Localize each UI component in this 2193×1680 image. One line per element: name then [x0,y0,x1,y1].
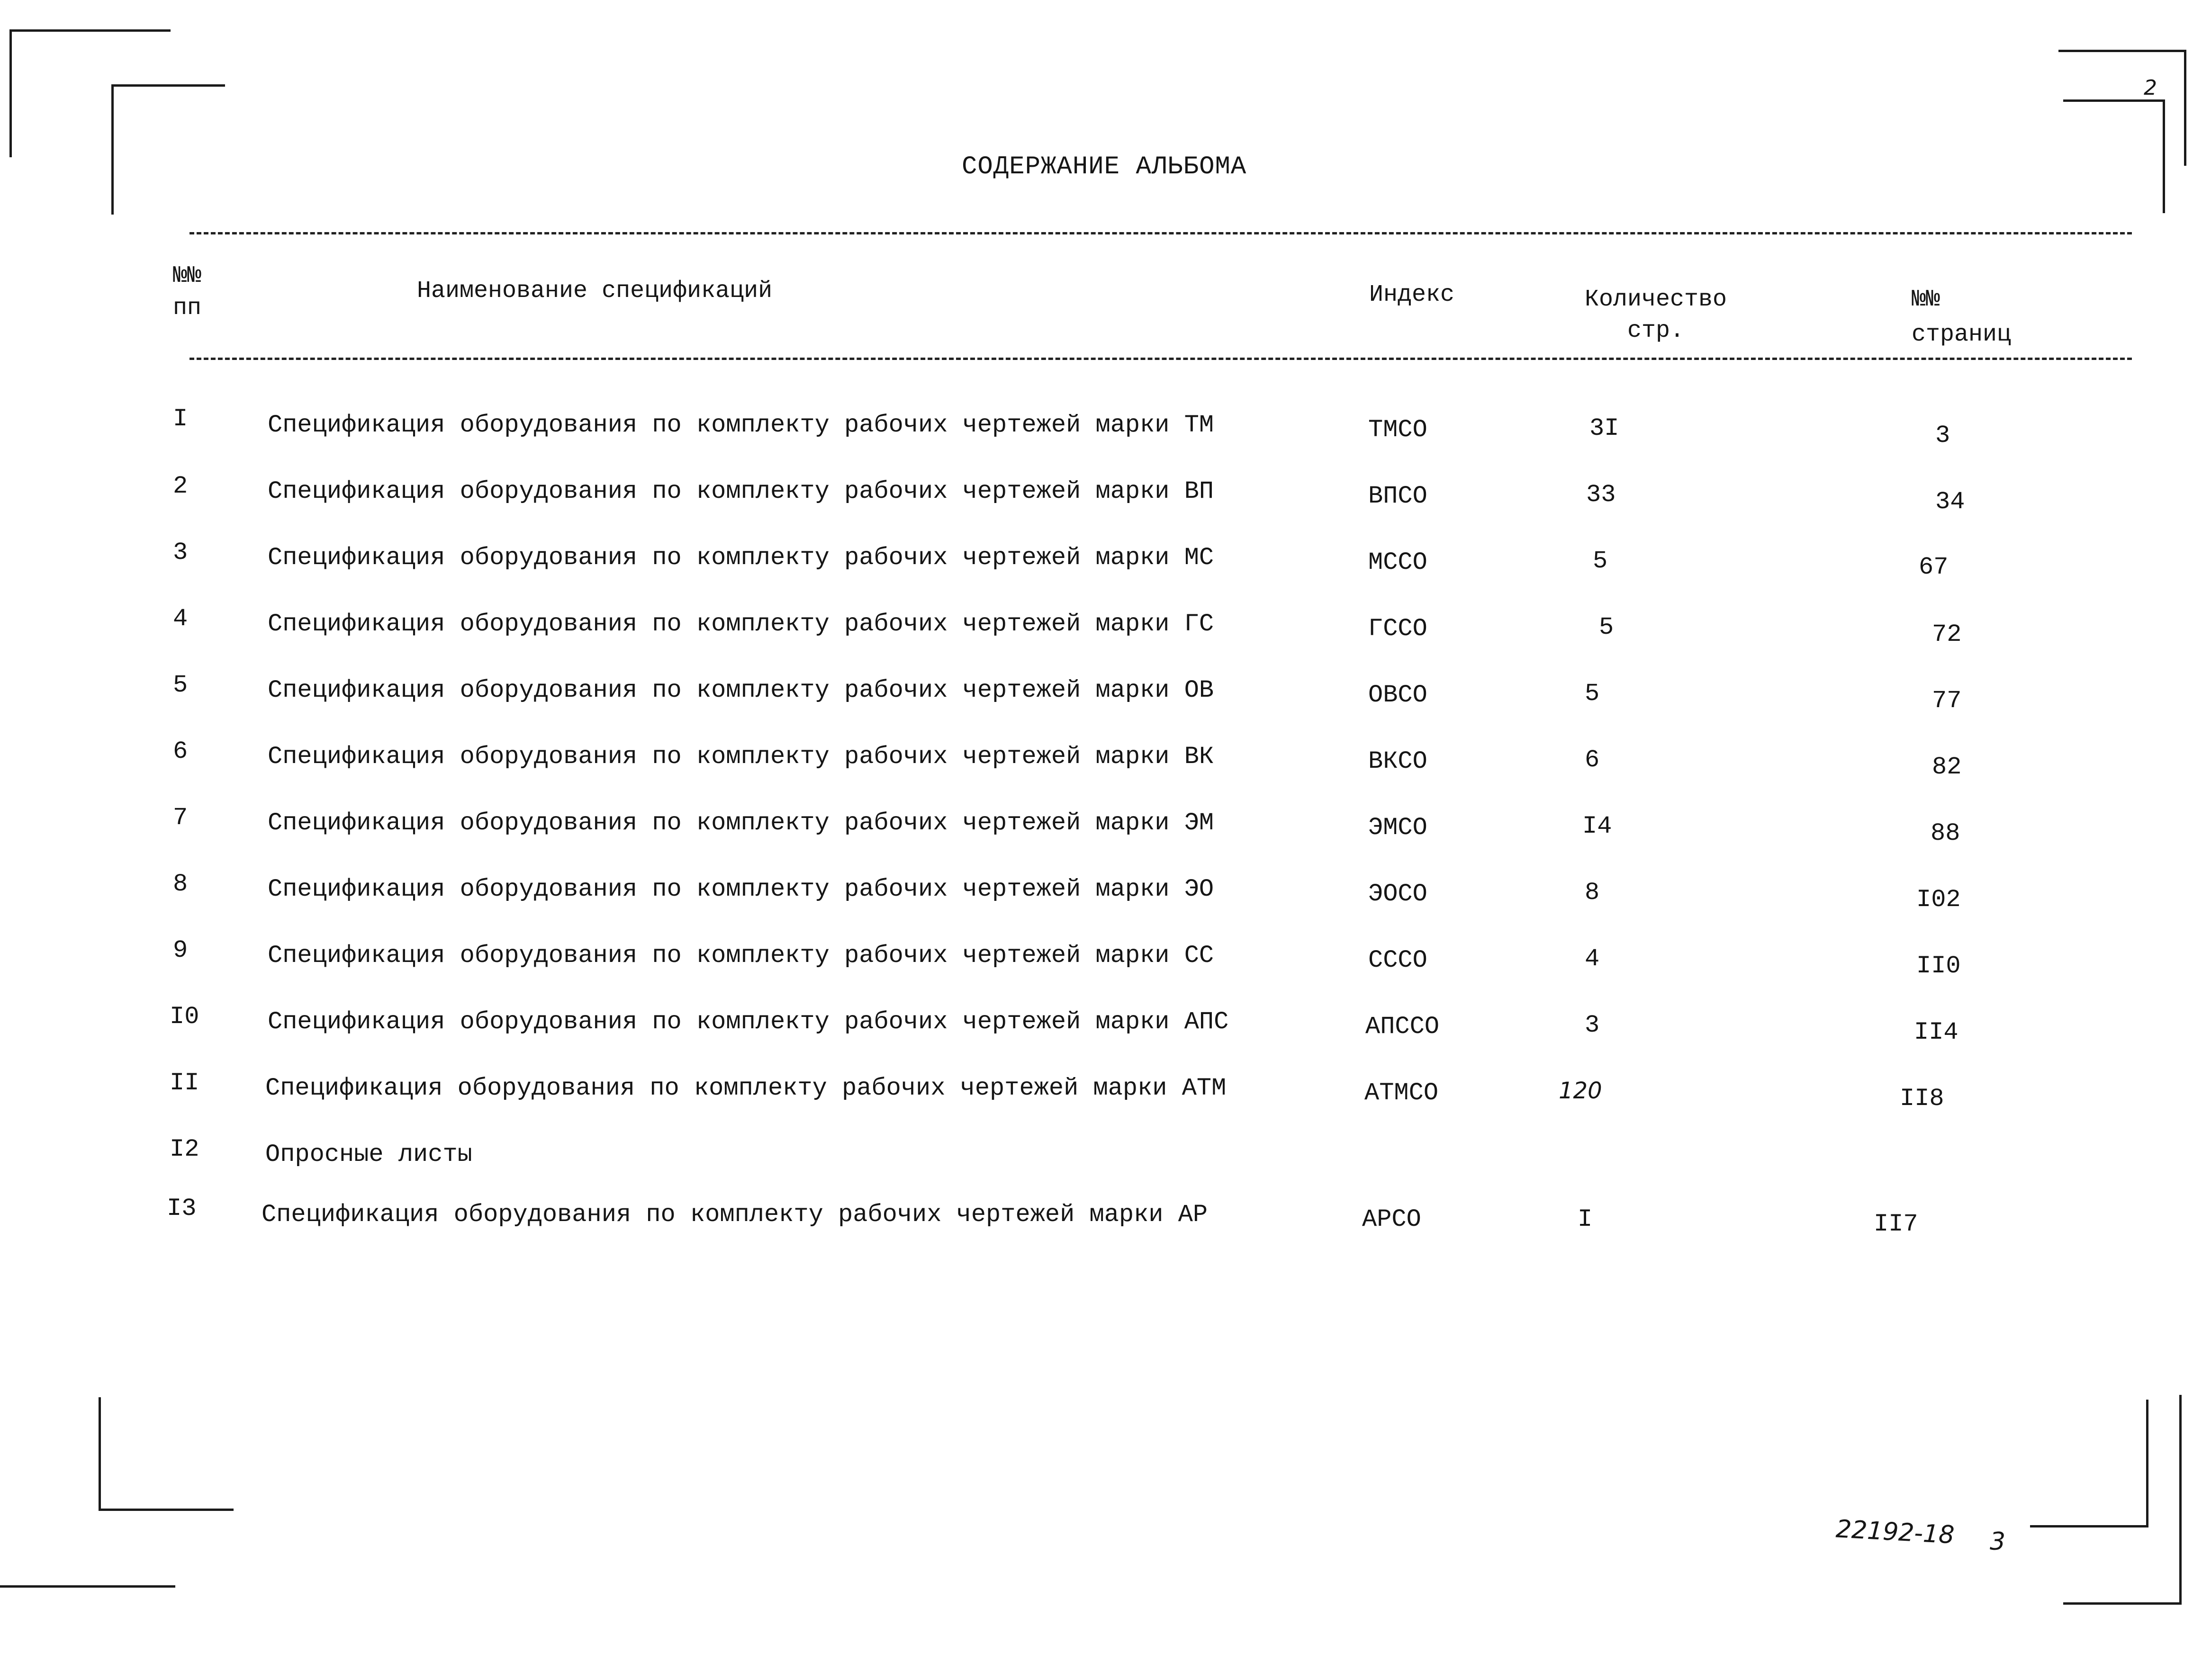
row-page: 34 [1935,488,1965,516]
footer-sheet: 3 [1990,1527,2006,1556]
header-name: Наименование спецификаций [417,278,773,305]
row-name: Спецификация оборудования по комплекту рабочих чертежей марки МС [268,544,1214,572]
row-qty: I4 [1582,812,1612,840]
page-title: СОДЕРЖАНИЕ АЛЬБОМА [962,153,1247,181]
row-num: 4 [173,605,188,633]
row-name: Спецификация оборудования по комплекту рабочих чертежей марки ОВ [268,676,1214,704]
row-name: Спецификация оборудования по комплекту рабочих чертежей марки АПС [268,1008,1229,1036]
row-name: Спецификация оборудования по комплекту рабочих чертежей марки ЭМ [268,809,1214,837]
row-page: 67 [1919,553,1949,581]
row-index: ВКСО [1368,747,1427,775]
row-page: 82 [1932,753,1962,781]
row-name: Спецификация оборудования по комплекту рабочих чертежей марки АР [262,1201,1208,1229]
row-qty: 33 [1586,481,1616,509]
row-page: 3 [1935,422,1950,449]
row-page: II8 [1900,1085,1944,1113]
row-num: 2 [173,472,188,500]
row-index: ЭОСО [1368,880,1427,908]
row-name: Спецификация оборудования по комплекту рабочих чертежей марки ТМ [268,411,1214,439]
row-qty: 120 [1559,1078,1602,1104]
row-index: ОВСО [1368,681,1427,709]
row-num: I3 [167,1195,197,1222]
row-index: МССО [1368,548,1427,576]
row-name: Спецификация оборудования по комплекту рабочих чертежей марки ЭО [268,875,1214,903]
row-qty: 4 [1585,945,1600,973]
row-num: II [170,1069,199,1097]
row-num: 3 [173,539,188,566]
header-bottom-divider [190,358,2132,360]
row-num: I0 [170,1003,199,1031]
row-qty: 5 [1593,547,1608,575]
row-page: II4 [1914,1018,1958,1046]
row-name: Спецификация оборудования по комплекту рабочих чертежей марки СС [268,942,1214,970]
row-num: I2 [170,1135,199,1163]
row-qty: 5 [1599,613,1614,641]
row-num: 7 [173,804,188,832]
row-qty: 3I [1589,414,1619,442]
row-page: 77 [1932,687,1962,715]
row-index: АТМСО [1364,1079,1439,1107]
row-index: АРСО [1362,1205,1421,1233]
row-index: ЭМСО [1368,814,1427,842]
row-name: Опросные листы [265,1141,472,1168]
row-index: ГССО [1368,615,1427,643]
page-number: 2 [2144,76,2157,100]
row-index: ВПСО [1368,482,1427,510]
row-num: 8 [173,870,188,898]
row-page: 88 [1931,819,1960,847]
header-qty: Количество стр. [1585,286,1727,344]
row-name: Спецификация оборудования по комплекту рабочих чертежей марки ВП [268,477,1214,505]
header-index: Индекс [1369,281,1455,308]
header-pages: №№ страниц [1912,286,2012,348]
row-page: I02 [1916,886,1961,914]
row-qty: I [1578,1205,1593,1233]
row-index: ТМСО [1368,416,1427,444]
row-name: Спецификация оборудования по комплекту рабочих чертежей марки ГС [268,610,1214,638]
row-index: АПССО [1365,1013,1440,1041]
row-index: СССО [1368,946,1427,974]
row-num: 6 [173,737,188,765]
row-num: I [173,405,188,433]
row-name: Спецификация оборудования по комплекту рабочих чертежей марки АТМ [265,1074,1227,1102]
row-qty: 5 [1585,680,1600,708]
row-num: 9 [173,936,188,964]
row-qty: 3 [1585,1011,1600,1039]
header-num: №№ пп [173,262,202,322]
row-qty: 6 [1585,746,1600,774]
row-name: Спецификация оборудования по комплекту рабочих чертежей марки ВК [268,743,1214,771]
header-top-divider [190,232,2132,234]
row-page: II0 [1916,952,1961,980]
row-page: 72 [1932,620,1962,648]
footer-code: 22192-18 [1835,1515,1955,1550]
row-qty: 8 [1585,879,1600,907]
row-num: 5 [173,671,188,699]
row-page: II7 [1874,1210,1918,1238]
